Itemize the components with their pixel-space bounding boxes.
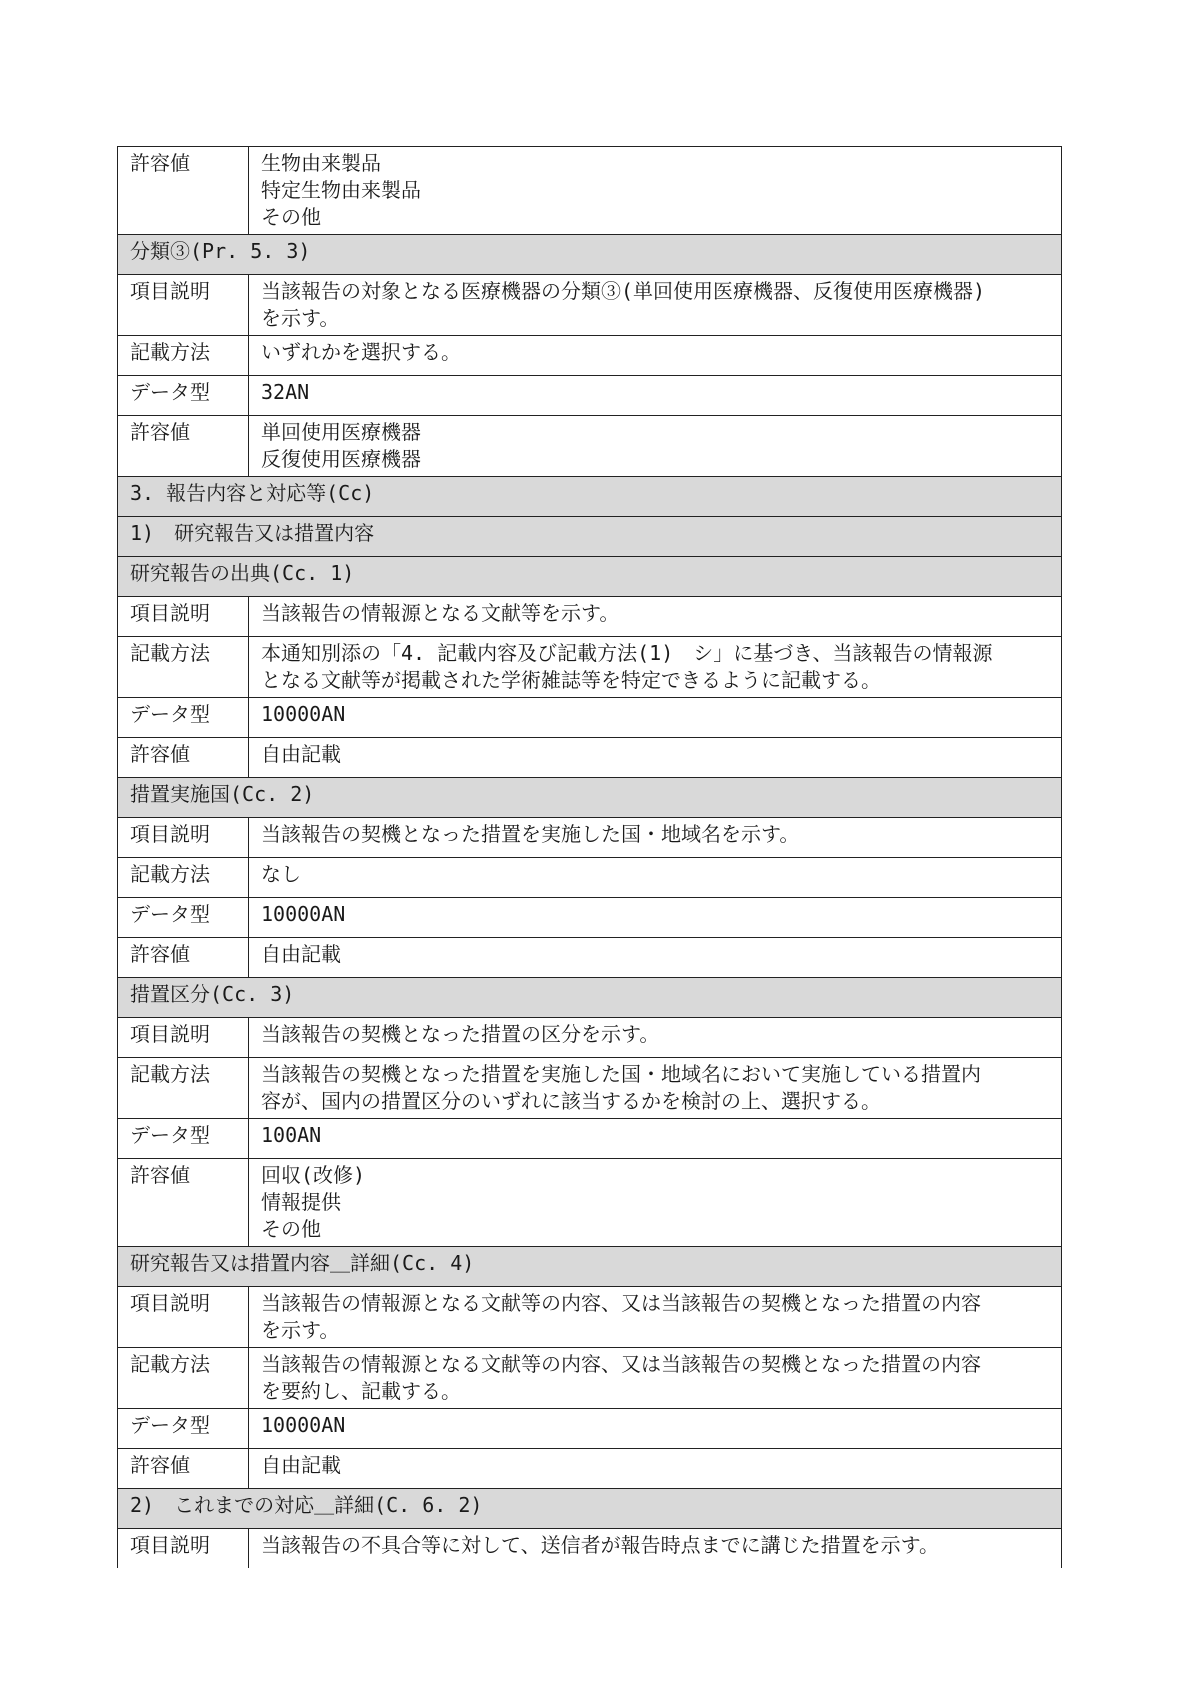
- field-row: [118, 1287, 1062, 1348]
- field-label: 項目説明: [118, 818, 249, 858]
- field-label: 許容値: [118, 1159, 249, 1247]
- field-value: 本通知別添の「4. 記載内容及び記載方法(1) シ」に基づき、当該報告の情報源 となる文献等が掲載された学術雑誌等を特定できるように記載する。: [249, 637, 1062, 698]
- field-value: いずれかを選択する。: [249, 336, 1062, 376]
- section-header-row: [118, 557, 1062, 597]
- field-value: 当該報告の不具合等に対して、送信者が報告時点までに講じた措置を示す。: [249, 1529, 1062, 1569]
- field-value: 当該報告の情報源となる文献等を示す。: [249, 597, 1062, 637]
- field-value: 自由記載: [249, 1449, 1062, 1489]
- field-value: 回収(改修) 情報提供 その他: [249, 1159, 1062, 1247]
- field-value: 単回使用医療機器 反復使用医療機器: [249, 416, 1062, 477]
- section-header: 措置実施国(Cc. 2): [118, 778, 1062, 818]
- field-value: 10000AN: [249, 698, 1062, 738]
- section-header-row: [118, 978, 1062, 1018]
- field-value: 当該報告の契機となった措置の区分を示す。: [249, 1018, 1062, 1058]
- section-header-row: [118, 1247, 1062, 1287]
- field-label: 許容値: [118, 1449, 249, 1489]
- field-label: 記載方法: [118, 1058, 249, 1119]
- field-row: [118, 1119, 1062, 1159]
- field-label: データ型: [118, 898, 249, 938]
- field-row: [118, 376, 1062, 416]
- field-label: 許容値: [118, 738, 249, 778]
- field-label: 項目説明: [118, 597, 249, 637]
- field-row: [118, 818, 1062, 858]
- field-label: 記載方法: [118, 336, 249, 376]
- section-header-row: [118, 517, 1062, 557]
- field-label: 項目説明: [118, 1018, 249, 1058]
- field-row: [118, 147, 1062, 235]
- field-label: 許容値: [118, 938, 249, 978]
- field-value: 32AN: [249, 376, 1062, 416]
- section-header: 3. 報告内容と対応等(Cc): [118, 477, 1062, 517]
- field-value: 10000AN: [249, 1409, 1062, 1449]
- section-header: 研究報告又は措置内容＿詳細(Cc. 4): [118, 1247, 1062, 1287]
- field-label: 項目説明: [118, 1529, 249, 1569]
- field-value: 当該報告の対象となる医療機器の分類③(単回使用医療機器、反復使用医療機器) を示す。: [249, 275, 1062, 336]
- field-label: 許容値: [118, 416, 249, 477]
- field-row: [118, 597, 1062, 637]
- field-row: [118, 1018, 1062, 1058]
- field-row: [118, 336, 1062, 376]
- field-value: 自由記載: [249, 938, 1062, 978]
- field-row: [118, 1449, 1062, 1489]
- field-value: 10000AN: [249, 898, 1062, 938]
- field-label: 許容値: [118, 147, 249, 235]
- field-row: [118, 1159, 1062, 1247]
- field-value: 自由記載: [249, 738, 1062, 778]
- field-row: [118, 1409, 1062, 1449]
- field-value: 当該報告の契機となった措置を実施した国・地域名において実施している措置内 容が、国内の措置区分のいずれに該当するかを検討の上、選択する。: [249, 1058, 1062, 1119]
- spec-table-body: [118, 147, 1062, 1569]
- section-header-row: [118, 778, 1062, 818]
- section-header: 研究報告の出典(Cc. 1): [118, 557, 1062, 597]
- field-value: なし: [249, 858, 1062, 898]
- field-row: [118, 637, 1062, 698]
- section-header: 分類③(Pr. 5. 3): [118, 235, 1062, 275]
- field-row: [118, 938, 1062, 978]
- field-label: データ型: [118, 1119, 249, 1159]
- field-value: 100AN: [249, 1119, 1062, 1159]
- field-row: [118, 738, 1062, 778]
- field-label: 記載方法: [118, 637, 249, 698]
- field-value: 当該報告の契機となった措置を実施した国・地域名を示す。: [249, 818, 1062, 858]
- field-row: [118, 416, 1062, 477]
- field-label: 記載方法: [118, 1348, 249, 1409]
- field-label: 項目説明: [118, 275, 249, 336]
- spec-table: [117, 146, 1062, 1568]
- section-header: 2) これまでの対応＿詳細(C. 6. 2): [118, 1489, 1062, 1529]
- field-label: データ型: [118, 698, 249, 738]
- field-label: 項目説明: [118, 1287, 249, 1348]
- section-header: 1) 研究報告又は措置内容: [118, 517, 1062, 557]
- field-row: [118, 1058, 1062, 1119]
- section-header-row: [118, 477, 1062, 517]
- field-label: データ型: [118, 1409, 249, 1449]
- field-row: [118, 858, 1062, 898]
- field-row: [118, 898, 1062, 938]
- field-label: データ型: [118, 376, 249, 416]
- section-header-row: [118, 1489, 1062, 1529]
- section-header-row: [118, 235, 1062, 275]
- field-value: 当該報告の情報源となる文献等の内容、又は当該報告の契機となった措置の内容 を要約し、記載する。: [249, 1348, 1062, 1409]
- field-row: [118, 275, 1062, 336]
- field-value: 当該報告の情報源となる文献等の内容、又は当該報告の契機となった措置の内容 を示す。: [249, 1287, 1062, 1348]
- field-row: [118, 1348, 1062, 1409]
- field-row: [118, 1529, 1062, 1569]
- field-value: 生物由来製品 特定生物由来製品 その他: [249, 147, 1062, 235]
- field-row: [118, 698, 1062, 738]
- section-header: 措置区分(Cc. 3): [118, 978, 1062, 1018]
- field-label: 記載方法: [118, 858, 249, 898]
